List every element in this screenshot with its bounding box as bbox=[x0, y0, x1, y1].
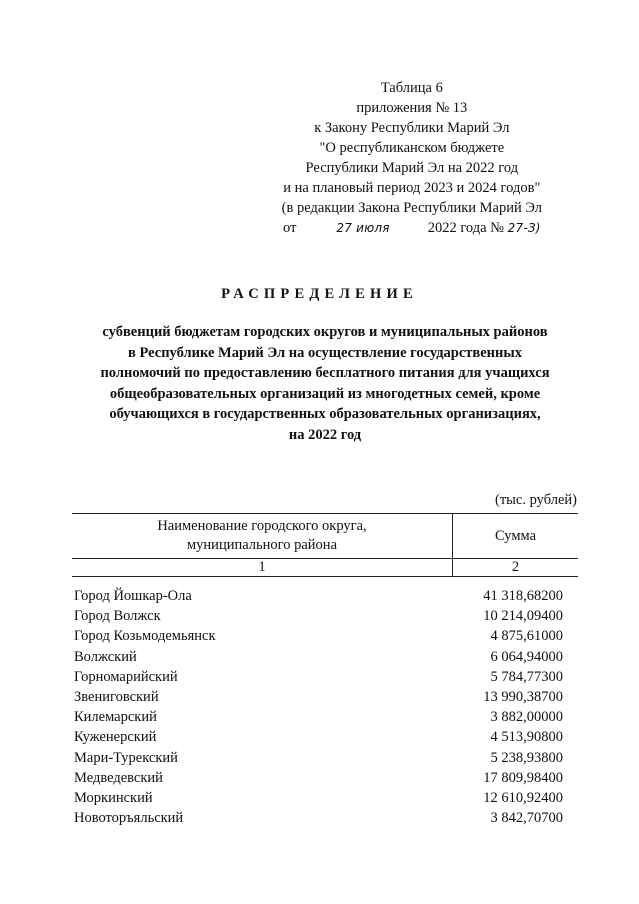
district-name: Горномарийский bbox=[74, 668, 178, 685]
column-header-name bbox=[72, 514, 453, 559]
table-row bbox=[72, 586, 578, 606]
district-amount: 6 064,94000 bbox=[490, 648, 563, 665]
table-row bbox=[72, 808, 578, 828]
document-title: РАСПРЕДЕЛЕНИЕ bbox=[221, 286, 418, 302]
table-row bbox=[72, 748, 578, 768]
header-line: Республики Марий Эл на 2022 год bbox=[305, 160, 519, 176]
table-row bbox=[72, 687, 578, 707]
document-subtitle bbox=[60, 322, 590, 445]
units-label: (тыс. рублей) bbox=[495, 492, 577, 508]
subtitle-line: субвенций бюджетам городских округов и муниципальных районов bbox=[102, 324, 548, 340]
district-name: Моркинский bbox=[74, 790, 153, 807]
table-row bbox=[72, 606, 578, 626]
handwritten-law-number: 27-З) bbox=[507, 221, 541, 235]
table-row bbox=[72, 768, 578, 788]
header-line: (в редакции Закона Республики Марий Эл bbox=[281, 200, 542, 216]
appendix-header bbox=[282, 78, 542, 238]
table-row bbox=[72, 647, 578, 667]
column-header-name-line: Наименование городского округа, bbox=[157, 518, 367, 534]
column-number-2: 2 bbox=[453, 559, 579, 577]
subtitle-line: в Республике Марий Эл на осуществление государственных bbox=[128, 344, 522, 361]
district-name: Куженерский bbox=[74, 729, 157, 746]
district-name: Медведевский bbox=[74, 769, 163, 786]
subtitle-line: полномочий по предоставлению бесплатного питания для учащихся bbox=[100, 365, 550, 381]
header-line: Таблица 6 bbox=[380, 80, 443, 96]
header-line: приложения № 13 bbox=[356, 100, 468, 116]
district-amount: 5 784,77300 bbox=[490, 668, 563, 685]
subtitle-line: общеобразовательных организаций из многодетных семей, кроме bbox=[109, 385, 541, 402]
district-amount: 5 238,93800 bbox=[490, 749, 563, 766]
district-name: Килемарский bbox=[74, 709, 157, 726]
district-name: Новоторъяльский bbox=[74, 810, 184, 827]
handwritten-date: 27 июля bbox=[336, 221, 390, 235]
law-date-line bbox=[282, 218, 542, 238]
header-line: "О республиканском бюджете bbox=[319, 140, 505, 156]
district-amount: 4 875,61000 bbox=[490, 628, 563, 645]
column-header-name-line: муниципального района bbox=[187, 537, 337, 553]
table-row bbox=[72, 707, 578, 727]
district-name: Волжский bbox=[74, 648, 137, 665]
district-amount: 13 990,38700 bbox=[483, 689, 563, 706]
header-line: к Закону Республики Марий Эл bbox=[314, 120, 510, 136]
subtitle-line: обучающихся в государственных образовательных организациях, bbox=[109, 406, 541, 422]
district-name: Город Йошкар-Ола bbox=[74, 588, 192, 604]
district-name: Мари-Турекский bbox=[74, 749, 178, 766]
date-prefix: от bbox=[283, 220, 297, 236]
district-amount: 3 882,00000 bbox=[490, 709, 563, 726]
table-row bbox=[72, 667, 578, 687]
table-row bbox=[72, 788, 578, 808]
date-suffix: 2022 года № bbox=[427, 220, 505, 236]
district-name: Звениговский bbox=[74, 689, 159, 706]
district-name: Город Козьмодемьянск bbox=[74, 628, 216, 645]
district-amount: 3 842,70700 bbox=[490, 810, 563, 827]
distribution-table bbox=[72, 513, 578, 828]
column-header-sum: Сумма bbox=[453, 514, 579, 559]
table-row bbox=[72, 727, 578, 747]
column-number-1: 1 bbox=[72, 559, 453, 577]
district-amount: 41 318,68200 bbox=[483, 588, 563, 604]
table-row bbox=[72, 626, 578, 646]
district-amount: 12 610,92400 bbox=[483, 790, 563, 807]
district-amount: 4 513,90800 bbox=[490, 729, 563, 746]
subtitle-line: на 2022 год bbox=[288, 426, 362, 443]
district-amount: 10 214,09400 bbox=[483, 608, 563, 625]
district-name: Город Волжск bbox=[74, 608, 161, 625]
header-line: и на плановый период 2023 и 2024 годов" bbox=[283, 180, 541, 196]
district-amount: 17 809,98400 bbox=[483, 769, 563, 786]
